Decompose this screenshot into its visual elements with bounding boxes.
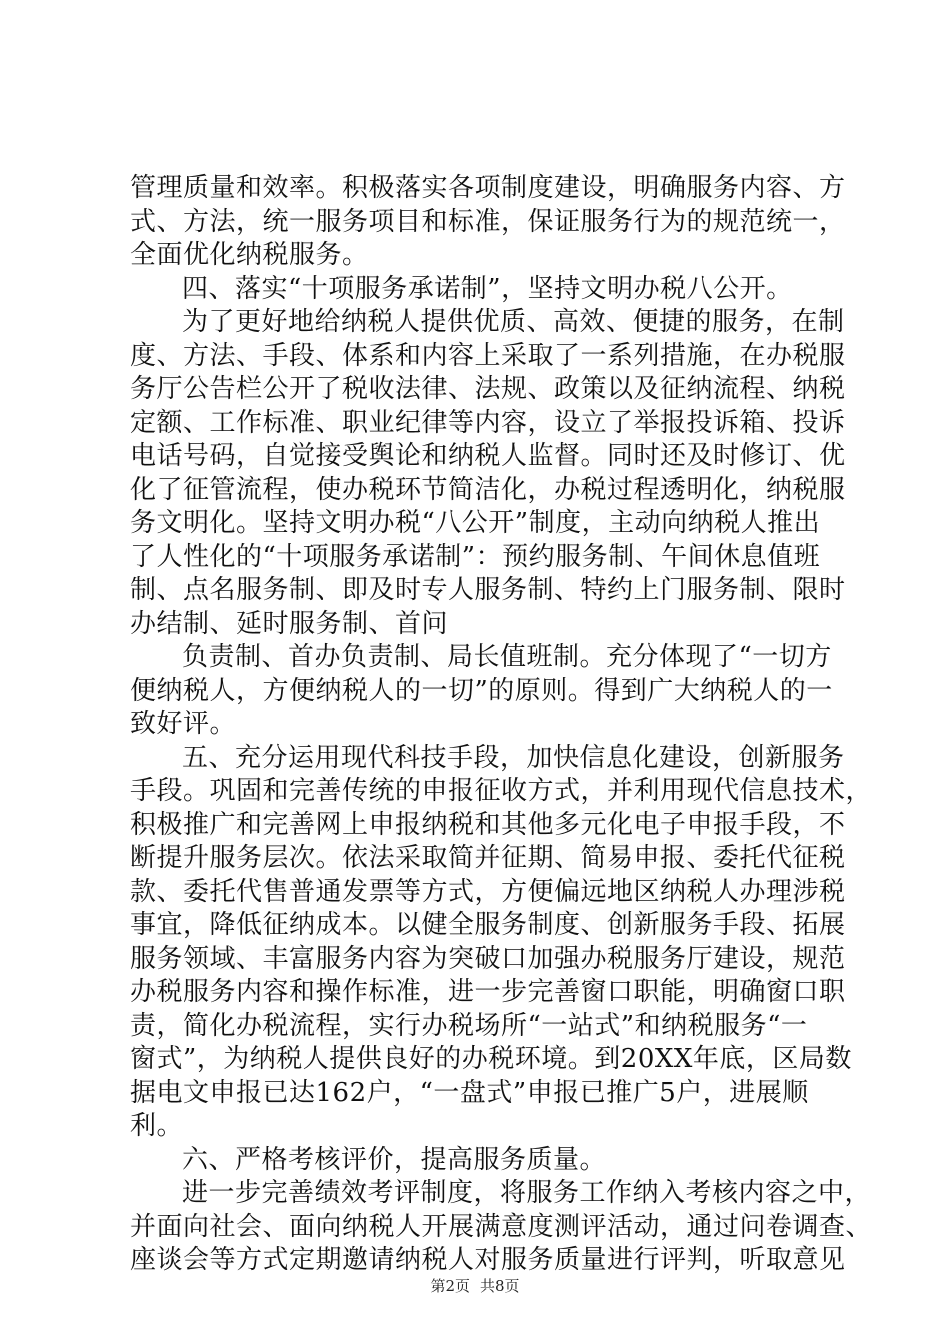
text-line: 服务领域、丰富服务内容为突破口加强办税服务厅建设，规范 — [130, 943, 846, 974]
text-line: 便纳税人，方便纳税人的一切”的原则。得到广大纳税人的一 — [130, 675, 833, 706]
text-line: 务厅公告栏公开了税收法律、法规、政策以及征纳流程、纳税 — [130, 374, 846, 404]
section-heading-6: 六、严格考核评价，提高服务质量。 — [182, 1144, 607, 1175]
text-line: 据电文申报已达162户，“一盘式”申报已推广5户，进展顺 — [130, 1077, 809, 1108]
text-line: 务文明化。坚持文明办税“八公开”制度，主动向纳税人推出 — [130, 508, 821, 538]
text-line: 办结制、延时服务制、首问 — [130, 608, 449, 639]
text-line: 制、点名服务制、即及时专人服务制、特约上门服务制、限时 — [130, 575, 846, 605]
text-line: 了人性化的“十项服务承诺制”：预约服务制、午间休息值班 — [130, 541, 821, 572]
text-line: 致好评。 — [130, 709, 237, 739]
section-heading-5: 五、充分运用现代科技手段，加快信息化建设，创新服务 — [182, 742, 845, 773]
text-line: 事宜，降低征纳成本。以健全服务制度、创新服务手段、拓展 — [130, 910, 846, 940]
text-line: 手段。巩固和完善传统的申报征收方式，并利用现代信息技术， — [130, 776, 873, 806]
text-line: 管理质量和效率。积极落实各项制度建设，明确服务内容、方 — [130, 173, 846, 203]
text-line: 座谈会等方式定期邀请纳税人对服务质量进行评判，听取意见 — [130, 1245, 846, 1275]
text-line: 款、委托代售普通发票等方式，方便偏远地区纳税人办理涉税 — [130, 876, 846, 907]
text-line: 办税服务内容和操作标准，进一步完善窗口职能，明确窗口职 — [130, 977, 846, 1007]
text-line: 为了更好地给纳税人提供优质、高效、便捷的服务，在制 — [182, 307, 845, 337]
text-line: 式、方法，统一服务项目和标准，保证服务行为的规范统一， — [130, 206, 846, 237]
text-line: 度、方法、手段、体系和内容上采取了一系列措施，在办税服 — [130, 340, 846, 371]
text-line: 负责制、首办负责制、局长值班制。充分体现了“一切方 — [182, 642, 832, 672]
text-line: 定额、工作标准、职业纪律等内容，设立了举报投诉箱、投诉 — [130, 407, 846, 438]
text-line: 并面向社会、面向纳税人开展满意度测评活动，通过问卷调查、 — [130, 1211, 873, 1242]
page-total: 共8页 — [480, 1277, 520, 1295]
text-line: 窗式”，为纳税人提供良好的办税环境。到20XX年底，区局数 — [130, 1044, 852, 1074]
document-body — [130, 172, 873, 1278]
text-line: 电话号码，自觉接受舆论和纳税人监督。同时还及时修订、优 — [130, 441, 846, 471]
text-line: 责，简化办税流程，实行办税场所“一站式”和纳税服务“一 — [130, 1010, 808, 1041]
text-line: 利。 — [130, 1111, 184, 1141]
text-line: 全面优化纳税服务。 — [130, 240, 369, 270]
text-line: 进一步完善绩效考评制度，将服务工作纳入考核内容之中， — [182, 1178, 872, 1208]
text-line: 化了征管流程，使办税环节简洁化，办税过程透明化，纳税服 — [130, 474, 846, 505]
text-line: 积极推广和完善网上申报纳税和其他多元化电子申报手段，不 — [130, 809, 846, 840]
section-heading-4: 四、落实“十项服务承诺制”，坚持文明办税八公开。 — [182, 273, 793, 304]
page-number: 第2页 — [430, 1277, 470, 1295]
text-line: 断提升服务层次。依法采取简并征期、简易申报、委托代征税 — [130, 843, 846, 873]
page-footer — [0, 1276, 950, 1296]
